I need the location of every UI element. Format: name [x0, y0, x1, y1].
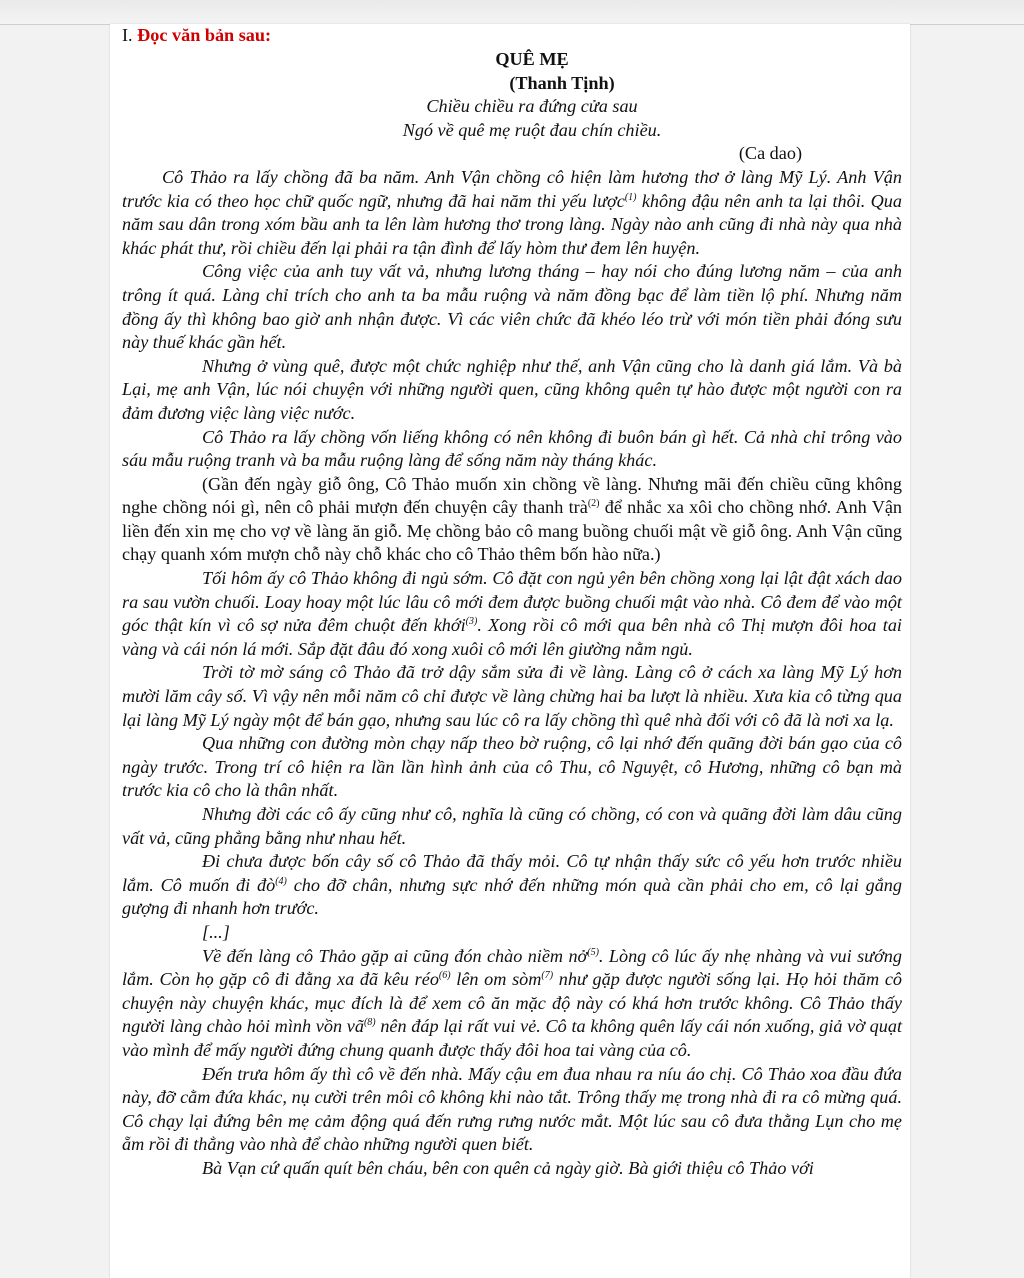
footnote-ref-2: (2) — [587, 498, 600, 510]
paragraph-3: Nhưng ở vùng quê, được một chức nghiệp như thế, anh Vận cũng cho là danh giá lắm. Và bà Lại, mẹ anh Vận, lúc nói chuyện với những người quen, cũng không quên tự hào được một người con ra đảm đương việc làng việc nước. — [122, 355, 902, 423]
footnote-ref-7: (7) — [541, 970, 554, 982]
paragraph-13: Bà Vạn cứ quấn quít bên cháu, bên con quên cả ngày giờ. Bà giới thiệu cô Thảo với — [202, 1157, 814, 1178]
footnote-ref-5: (5) — [587, 946, 599, 958]
window-top-bar — [0, 0, 1024, 25]
footnote-ref-4: (4) — [275, 875, 287, 887]
paragraph-9: Nhưng đời các cô ấy cũng như cô, nghĩa là cũng có chồng, có con và quãng đời làm dâu cũng vất vả, cũng phẳng bằng như nhau hết. — [122, 804, 902, 848]
paragraph-4: Cô Thảo ra lấy chồng vốn liếng không có nên không đi buôn bán gì hết. Cả nhà chỉ trông vào sáu mẫu ruộng tranh và ba mẫu ruộng làng để sống năm này tháng khác. — [122, 426, 902, 471]
paragraph-12: Đến trưa hôm ấy thì cô về đến nhà. Mấy cậu em đua nhau ra níu áo chị. Cô Thảo xoa đầu đứa này, đỡ cằm đứa khác, nụ cười trên môi cô không khi nào tắt. Trông thấy mẹ trong nhà đi ra cô mừng quá. Cô chạy lại đứng bên mẹ cảm động quá đến rưng rưng nước mắt. Một lúc sau cô đưa thằng Lụn cho mẹ ẵm rồi đi thẳng vào nhà để chào những người quen biết. — [122, 1063, 902, 1155]
section-heading — [122, 24, 902, 48]
epigraph-source: (Ca dao) — [738, 143, 802, 164]
paragraph-7: Trời tờ mờ sáng cô Thảo đã trở dậy sắm sửa đi về làng. Làng cô ở cách xa làng Mỹ Lý hơn mười lăm cây số. Vì vậy nên mỗi năm cô chỉ được về làng chừng hai ba lượt là nhiều. Xưa kia cô từng qua lại làng Mỹ Lý ngày một để bán gạo, nhưng sau lúc cô ra lấy chồng thì quê nhà đối với cô đã là nơi xa lạ. — [122, 662, 902, 730]
section-instruction: Đọc văn bản sau: — [137, 25, 272, 45]
document-page — [110, 24, 910, 1278]
footnote-ref-6: (6) — [438, 970, 451, 982]
paragraph-2: Công việc của anh tuy vất vả, nhưng lương tháng – hay nói cho đúng lương năm – của anh trông ít quá. Làng chỉ trích cho anh ta ba mẫu ruộng và năm đồng bạc để làm tiền lộ phí. Nhưng năm đồng ấy thì không bao giờ anh nhận được. Vì các viên chức đã khéo léo trừ với món tiền phải đóng sưu này thuế khác gần hết. — [122, 261, 902, 353]
section-number: I. — [122, 25, 138, 45]
epigraph-line-2: Ngó về quê mẹ ruột đau chín chiều. — [402, 119, 662, 140]
document-content — [122, 24, 902, 1181]
paragraph-5: (Gần đến ngày giỗ ông, Cô Thảo muốn xin chồng về làng. Nhưng mãi đến chiều cũng không nghe chồng nói gì, nên cô phải mượn đến chuyện cây thanh trà$^{(2)}$ để nhắc xa xôi cho chồng nhớ. Anh Vận liền đến xin mẹ cho vợ về làng ăn giỗ. Mẹ chồng bảo cô mang buồng chuối mật về giỗ ông. Anh Vận cũng chạy quanh xóm mượn chỗ này chỗ khác cho cô Thảo thêm bốn hào nữa.) — [122, 473, 902, 565]
author-line: (Thanh Tịnh) — [509, 72, 615, 93]
footnote-ref-1: (1) — [624, 191, 637, 203]
epigraph-line-1: Chiều chiều ra đứng cửa sau — [426, 96, 638, 117]
paragraph-10: Đi chưa được bốn cây số cô Thảo đã thấy mỏi. Cô tự nhận thấy sức cô yếu hơn trước nhiều lắm. Cô muốn đi $đò^{(4)}$ cho đỡ chân, nhưng sực nhớ đến những món quà cần phải cho em, cô lại gắng gượng đi nhanh hơn trước. — [122, 851, 902, 919]
paragraph-1: Cô Thảo ra lấy chồng đã ba năm. Anh Vận chồng cô hiện làm hương thơ ở làng Mỹ Lý. Anh Vận trước kia có theo học chữ quốc ngữ, nhưng đã hai năm thi yếu lược$^{(1)}$ không đậu nên anh ta lại thôi. Qua năm sau dân trong xóm bầu anh ta lên làm hương thơ trong làng. Ngày nào anh cũng đi nhà này qua nhà khác phát thư, rồi chiều đến lại phải ra tận đình để lấy hòm thư đem lên huyện. — [122, 166, 902, 258]
footnote-ref-3: (3) — [465, 616, 478, 628]
paragraph-11: Về đến làng cô Thảo gặp ai cũng đón chào niềm nở$^{(5)}$. Lòng cô lúc ấy nhẹ nhàng và vui sướng lắm. Còn họ gặp cô đi đằng xa đã kêu réo$^{(6)}$ lên om sòm$^{(7)}$ như gặp được người sống lại. Họ hỏi thăm cô chuyện này chuyện khác, mục đích là để xem cô ăn mặc độ này có khá hơn trước không. Cô Thảo thấy người làng chào hỏi mình vồn $vã^{(8)}$ nên đáp lại rất vui vẻ. Cô ta không quên lấy cái nón xuống, giả vờ quạt vào mình để mấy người đứng chung quanh được thấy đôi hoa tai vàng của cô. — [122, 945, 902, 1060]
paragraph-6: Tối hôm ấy cô Thảo không đi ngủ sớm. Cô đặt con ngủ yên bên chồng xong lại lật đật xách dao ra sau vườn chuối. Loay hoay một lúc lâu cô mới đem được buồng chuối mật vào nhà. Cô đem để vào một góc thật kín vì cô sợ nửa đêm chuột đến khới$^{(3)}$. Xong rồi cô mới qua bên nhà cô Thị mượn đôi hoa tai vàng và cái nón lá mới. Sắp đặt đâu đó xong xuôi cô mới lên giường nằm ngủ. — [122, 568, 902, 659]
omission-mark: [...] — [202, 921, 230, 942]
poem-title: QUÊ MẸ — [495, 49, 569, 69]
footnote-ref-8: (8) — [363, 1017, 376, 1029]
paragraph-8: Qua những con đường mòn chạy nấp theo bờ ruộng, cô lại nhớ đến quãng đời bán gạo của cô ngày trước. Trong trí cô hiện ra lần lần hình ảnh của cô Thu, cô Nguyệt, cô Hương, những cô bạn mà trước kia cô cho là thân nhất. — [122, 733, 902, 801]
